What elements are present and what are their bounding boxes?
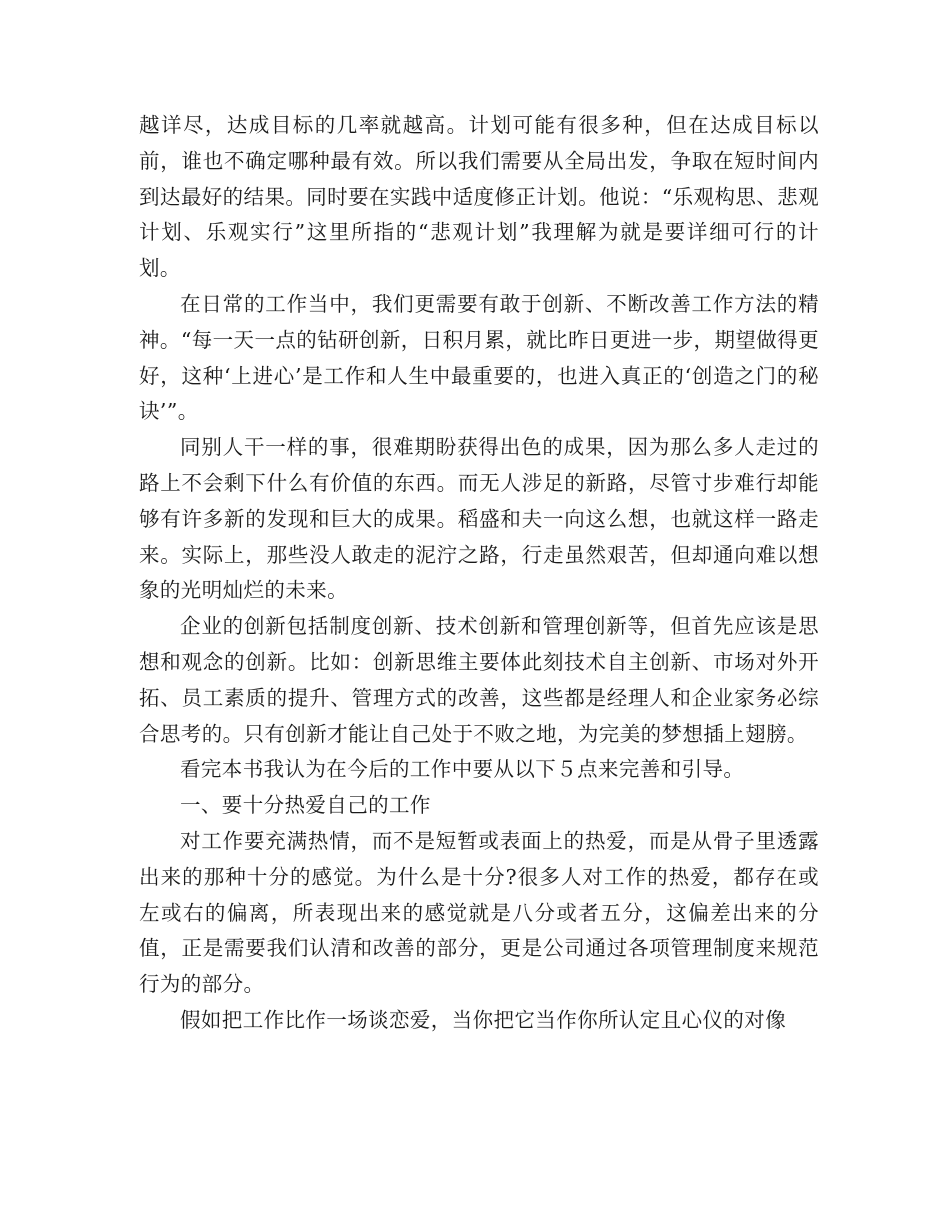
paragraph-passion: 对工作要充满热情，而不是短暂或表面上的热爱，而是从骨子里透露出来的那种十分的感觉。为什么是十分?很多人对工作的热爱，都存在或左或右的偏离，所表现出来的感觉就是八分或者五分，这偏差出来的分值，正是需要我们认清和改善的部分，更是公司通过各项管理制度来规范行为的部分。 [139,828,819,997]
section-heading-love-work: 一、要十分热爱自己的工作 [180,793,431,818]
paragraph-plan-continuation: 越详尽，达成目标的几率就越高。计划可能有很多种，但在达成目标以前，谁也不确定哪种最有效。所以我们需要从全局出发，争取在短时间内到达最好的结果。同时要在实践中适度修正计划。他说：“乐观构思、悲观计划、乐观实行”这里所指的“悲观计划”我理解为就是要详细可行的计划。 [139,113,819,281]
paragraph-love-analogy: 假如把工作比作一场谈恋爱，当你把它当作你所认定且心仪的对像 [180,1007,787,1032]
paragraph-enterprise-innovation: 企业的创新包括制度创新、技术创新和管理创新等，但首先应该是思想和观念的创新。比如：创新思维主要体此刻技术自主创新、市场对外开拓、员工素质的提升、管理方式的改善，这些都是经理人和企业家务必综合思考的。只有创新才能让自己处于不败之地，为完美的梦想插上翅膀。 [139,614,819,746]
document-page [139,108,819,1039]
paragraph-new-road: 同别人干一样的事，很难期盼获得出色的成果，因为那么多人走过的路上不会剩下什么有价值的东西。而无人涉足的新路，尽管寸步难行却能够有许多新的发现和巨大的成果。稻盛和夫一向这么想，也就这样一路走来。实际上，那些没人敢走的泥泞之路，行走虽然艰苦，但却通向难以想象的光明灿烂的未来。 [139,435,819,603]
paragraph-innovation-spirit: 在日常的工作当中，我们更需要有敢于创新、不断改善工作方法的精神。“每一天一点的钻研创新，日积月累，就比昨日更进一步，期望做得更好，这种‘上进心’是工作和人生中最重要的，也进入真正的‘创造之门的秘诀’”。 [139,291,819,424]
paragraph-five-points: 看完本书我认为在今后的工作中要从以下５点来完善和引导。 [180,757,745,782]
